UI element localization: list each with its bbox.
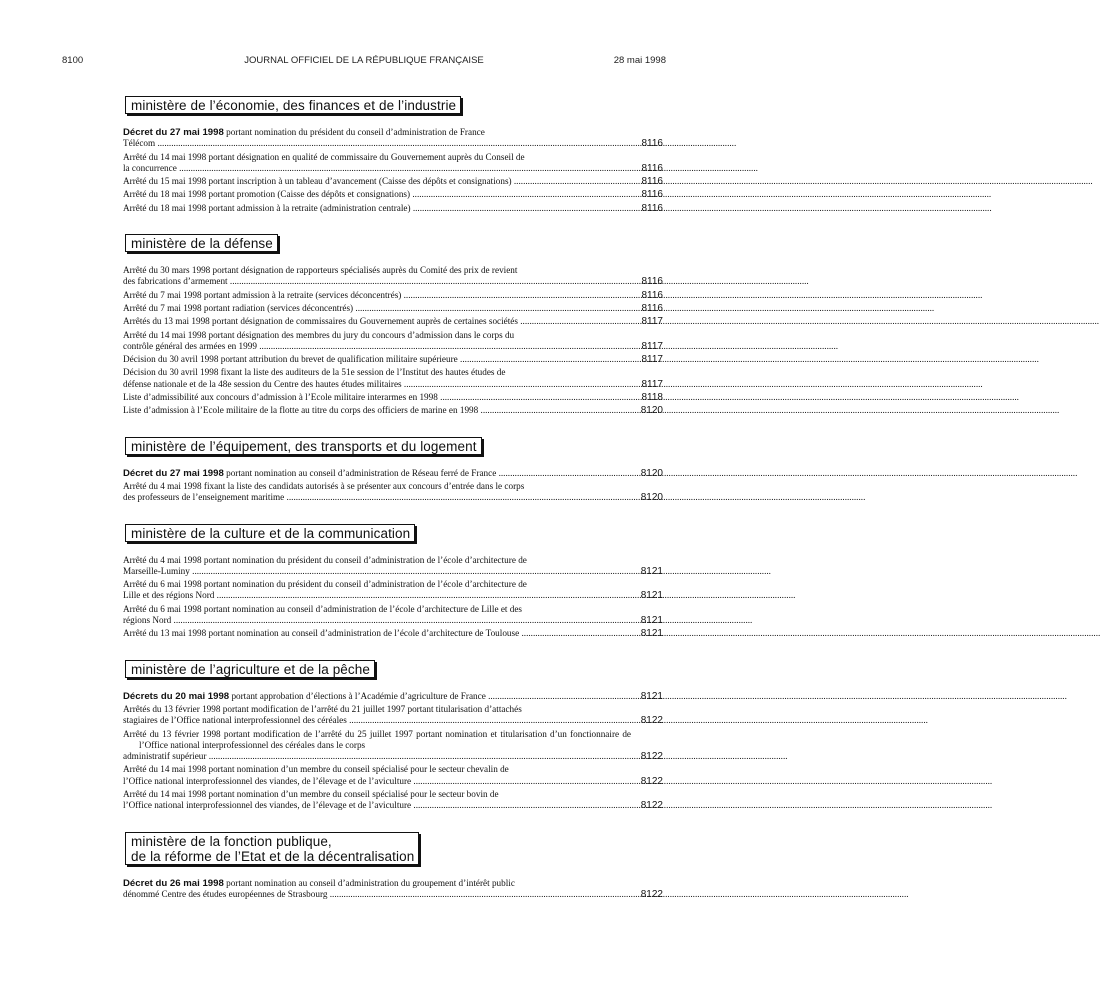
entry-lead: Décret du 27 mai 1998 [123,467,224,479]
entry-last-line [123,354,631,365]
toc-entry[interactable] [123,405,663,416]
entry-last-line [123,590,631,601]
toc-entry[interactable] [123,764,663,787]
toc-entry[interactable] [123,555,663,578]
entry-last-line [123,492,631,503]
entry-body: Décision du 30 avril 1998 fixant la liste des auditeurs de la 51e session de l’Institut des hautes études de [123,367,506,378]
toc-entry[interactable] [123,628,663,639]
entry-last-line [123,467,631,479]
ministry-title [125,832,419,865]
entry-body: Arrêté du 6 mai 1998 portant nomination du président du conseil d’administration de l’école d’architecture de [123,579,527,590]
entry-continuation: portant nomination au conseil d’administration de Réseau ferré de France [223,467,497,478]
entry-text [123,555,631,578]
entry-text [123,203,631,214]
entry-last-line [123,405,631,416]
toc-entry[interactable] [123,189,663,200]
entry-page-number: 8122 [640,751,663,763]
entry-page-number: 8117 [641,354,663,366]
entry-continuation: contrôle général des armées en 1999 [123,340,257,351]
entry-continuation: Arrêtés du 13 mai 1998 portant désignation de commissaires du Gouvernement auprès de certaines sociétés [123,316,518,327]
page-number: 8100 [62,55,84,66]
page-header [62,55,666,69]
toc-entry[interactable] [123,127,663,150]
entry-page-number: 8116 [641,276,663,288]
entry-text [123,764,631,787]
toc-entry[interactable] [123,203,663,214]
entry-text [123,878,631,901]
entry-page-number: 8122 [640,800,663,812]
entry-last-line [123,392,631,403]
entry-text [123,152,631,175]
toc-entry[interactable] [123,704,663,727]
entry-body: Arrêtés du 13 février 1998 portant modification de l’arrêté du 21 juillet 1997 portant titularisation d’attachés [123,703,522,714]
entry-page-number: 8120 [640,467,663,479]
entry-last-line [123,751,631,762]
entry-continuation: Marseille-Luminy [123,565,190,576]
entry-continuation: Arrêté du 13 mai 1998 portant nomination au conseil d’administration de l’école d’architecture de Toulouse [123,628,520,639]
entry-continuation: stagiaires de l’Office national interprofessionnel des céréales [123,715,347,726]
ministry-title [125,660,375,678]
entry-text [123,265,631,288]
toc-entry[interactable] [123,303,663,314]
entry-page-number: 8116 [641,289,663,301]
entry-last-line [123,162,631,174]
entry-page-number: 8122 [640,715,663,727]
entry-page-number: 8121 [640,565,663,577]
entry-last-line [123,202,631,214]
ministry-title-line: de la réforme de l’Etat et de la décentralisation [131,848,415,864]
entry-page-number: 8117 [641,316,663,328]
toc-entry[interactable] [123,316,663,327]
entry-page-number: 8121 [640,590,663,602]
toc-entry[interactable] [123,691,663,702]
entry-last-line [123,316,631,327]
entry-text [123,468,631,479]
entry-last-line [123,775,631,787]
entry-continuation: Liste d’admissibilité aux concours d’admission à l’Ecole militaire interarmes en 1998 [123,392,438,403]
entry-page-number: 8121 [640,628,663,640]
entry-text [123,189,631,200]
entry-body: portant nomination au conseil d’administration du groupement d’intérêt public [223,877,515,888]
entry-text [123,691,631,702]
entry-page-number: 8121 [640,690,663,702]
entry-page-number: 8116 [641,302,663,314]
entry-continuation: l’Office national interprofessionnel des viandes, de l’élevage et de l’aviculture [123,800,412,811]
entry-body: Arrêté du 14 mai 1998 portant nomination d’un membre du conseil spécialisé pour le secteur bovin de [123,788,499,799]
entry-body: Arrêté du 13 février 1998 portant modification de l’arrêté du 25 juillet 1997 portant nomination et titularisation d’un fonctionnaire de l’Office national interprofessionnel des céréales dans le corps [123,728,631,750]
entry-last-line [123,138,631,149]
entry-page-number: 8116 [641,162,663,174]
entry-last-line [123,888,631,900]
entry-continuation: des professeurs de l’enseignement maritime [123,492,285,503]
entry-last-line [123,615,631,626]
entry-page-number: 8116 [641,202,663,214]
entry-text [123,367,631,390]
ministry-title-line: ministère de l’équipement, des transports et du logement [131,438,477,454]
entry-last-line [123,378,631,390]
entry-text [123,127,631,150]
entry-text [123,176,631,187]
entry-continuation: portant approbation d’élections à l’Académie d’agriculture de France [229,690,486,701]
entry-continuation: Arrêté du 18 mai 1998 portant admission à la retraite (administration centrale) [123,202,411,213]
entry-text [123,303,631,314]
entry-page-number: 8118 [641,392,663,404]
entry-last-line [123,289,631,301]
entry-continuation: Télécom [123,138,156,149]
entry-continuation: défense nationale et de la 48e session du Centre des hautes études militaires [123,378,402,389]
toc-entry[interactable] [123,330,663,353]
entry-continuation: Arrêté du 7 mai 1998 portant radiation (services déconcentrés) [123,302,354,313]
ministry-section [123,832,663,901]
entry-text [123,789,631,812]
entry-last-line [123,628,631,639]
ministry-title [125,437,482,455]
ministry-section [123,234,663,417]
ministry-title-line: ministère de l’économie, des finances et de l’industrie [131,98,457,113]
entry-last-line [123,800,631,811]
entry-continuation: dénommé Centre des études européennes de Strasbourg [123,888,328,899]
entry-body: Arrêté du 6 mai 1998 portant nomination au conseil d’administration de l’école d’architecture de Lille et des [123,603,523,614]
entry-last-line [123,176,631,187]
entry-page-number: 8117 [641,378,663,390]
entry-lead: Décret du 27 mai 1998 [123,127,224,138]
entry-body: Arrêté du 14 mai 1998 portant nomination d’un membre du conseil spécialisé pour le secteur chevalin de [123,764,509,775]
entry-last-line [123,276,631,287]
entry-body: Arrêté du 30 mars 1998 portant désignation de rapporteurs spécialisés auprès du Comité des prix de revient [123,265,518,276]
entry-page-number: 8117 [641,340,663,352]
entry-body: portant nomination du président du conseil d’administration de France [223,127,485,137]
toc-entry[interactable] [123,579,663,602]
entry-page-number: 8122 [640,775,663,787]
journal-title: JOURNAL OFFICIEL DE LA RÉPUBLIQUE FRANÇAISE [244,55,484,66]
entry-last-line [123,189,631,200]
toc-entry[interactable] [123,354,663,365]
ministry-title [125,96,461,114]
entry-continuation: administratif supérieur [123,751,207,762]
entry-last-line [123,340,631,352]
toc-entry[interactable] [123,604,663,627]
ministry-title [125,234,278,252]
entry-page-number: 8116 [641,176,663,188]
entry-continuation: Arrêté du 15 mai 1998 portant inscription à un tableau d’avancement (Caisse des dépôts et consignations) [123,176,512,187]
entry-continuation: des fabrications d’armement [123,276,228,287]
entry-continuation: la concurrence [123,162,177,173]
entry-lead: Décret du 26 mai 1998 [123,877,224,889]
entry-last-line [123,302,631,314]
entry-last-line [123,565,631,577]
entry-text [123,579,631,602]
entry-text [123,704,631,727]
entry-body: Arrêté du 14 mai 1998 portant désignation des membres du jury du concours d’admission dans le corps du [123,329,515,340]
entry-continuation: Lille et des régions Nord [123,590,215,601]
toc-entry[interactable] [123,176,663,187]
entry-text [123,405,631,416]
ministry-section [123,524,663,640]
toc-entry[interactable] [123,481,663,504]
ministry-section [123,96,663,214]
entry-continuation: Décision du 30 avril 1998 portant attribution du brevet de qualification militaire supérieure [123,354,458,365]
ministry-title [125,524,415,542]
entry-continuation: Arrêté du 18 mai 1998 portant promotion (Caisse des dépôts et consignations) [123,189,411,200]
toc-entry[interactable] [123,367,663,390]
toc-entry[interactable] [123,265,663,288]
ministry-title-line: ministère de la fonction publique, [131,833,332,849]
entry-last-line [123,715,631,726]
ministry-title-line: ministère de la culture et de la communication [131,525,411,541]
toc-entry[interactable] [123,789,663,812]
entry-text [123,392,631,403]
ministry-title-line: ministère de l’agriculture et de la pêche [131,661,370,677]
entry-text [123,481,631,504]
entry-page-number: 8122 [640,888,663,900]
toc-entry[interactable] [123,290,663,301]
entry-page-number: 8121 [640,615,663,627]
entry-continuation: l’Office national interprofessionnel des viandes, de l’élevage et de l’aviculture [123,775,412,786]
entry-text [123,628,631,639]
entry-body: Arrêté du 4 mai 1998 fixant la liste des candidats autorisés à se présenter aux concours d’entrée dans le corps [123,480,525,491]
entry-last-line [123,690,631,702]
entry-page-number: 8116 [641,138,663,150]
toc-entry[interactable] [123,729,663,763]
entry-page-number: 8120 [640,405,663,417]
entry-text [123,354,631,365]
issue-date: 28 mai 1998 [613,55,666,66]
entry-text [123,604,631,627]
entry-continuation: Liste d’admission à l’Ecole militaire de la flotte au titre du corps des officiers de marine en 1998 [123,405,479,416]
toc-entry[interactable] [123,878,663,901]
entry-lead: Décrets du 20 mai 1998 [123,690,230,702]
entry-text [123,290,631,301]
toc-entry[interactable] [123,392,663,403]
ministry-section [123,437,663,504]
entry-text [123,330,631,353]
entry-continuation: régions Nord [123,615,172,626]
entry-body: Arrêté du 14 mai 1998 portant désignation en qualité de commissaire du Gouvernement auprès du Conseil de [123,151,525,162]
entry-text [123,729,631,763]
ministry-section [123,660,663,812]
entry-page-number: 8120 [640,492,663,504]
table-of-contents [123,96,663,920]
toc-entry[interactable] [123,152,663,175]
toc-entry[interactable] [123,468,663,479]
entry-body: Arrêté du 4 mai 1998 portant nomination du président du conseil d’administration de l’école d’architecture de [123,554,527,565]
entry-continuation: Arrêté du 7 mai 1998 portant admission à la retraite (services déconcentrés) [123,289,402,300]
entry-page-number: 8116 [641,189,663,201]
ministry-title-line: ministère de la défense [131,236,273,252]
entry-text [123,316,631,327]
